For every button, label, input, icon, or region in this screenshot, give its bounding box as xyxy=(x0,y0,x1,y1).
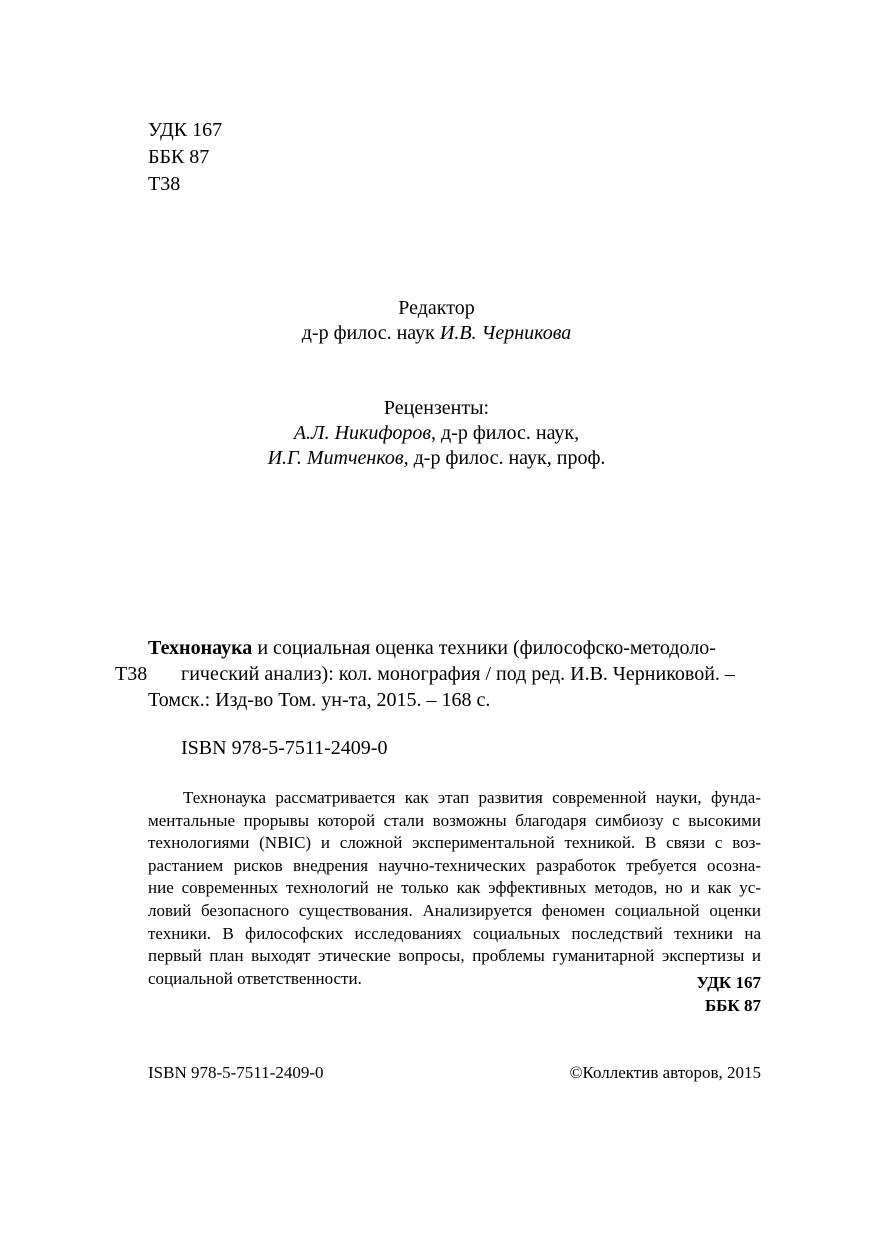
editor-degree: д-р филос. наук xyxy=(301,322,435,344)
abstract-line: ментальные прорывы которой стали возможны благодаря симбиозу с высокими xyxy=(148,810,761,830)
abstract-last-line: социальной ответственности. xyxy=(148,968,362,988)
bib-line-2: гический анализ): кол. монография / под ред. И.В. Черниковой. – xyxy=(181,663,735,685)
footer-isbn: ISBN 978-5-7511-2409-0 xyxy=(148,1063,324,1082)
abstract-line: растанием рисков внедрения научно-технических разработок требуется осозна- xyxy=(148,855,761,875)
reviewer-line xyxy=(0,420,873,446)
bib-author-mark: Т38 xyxy=(115,663,148,685)
copyright: ©Коллектив авторов, 2015 xyxy=(569,1063,761,1082)
reviewers-heading: Рецензенты: xyxy=(383,397,490,419)
abstract-line: технологиями (NBIC) и сложной экспериментальной техникой. В связи с воз- xyxy=(148,833,761,853)
editor-heading: Редактор xyxy=(398,297,475,319)
author-mark: Т38 xyxy=(148,173,181,195)
bib-line-1 xyxy=(148,635,716,661)
reviewer-name: А.Л. Никифоров xyxy=(293,422,432,444)
editor-name: И.В. Черникова xyxy=(439,322,572,344)
abstract-line: ние современных технологий не только как эффективных методов, но и как ус- xyxy=(148,878,761,898)
abstract-line: ловий безопасного существования. Анализируется феномен социальной оценки xyxy=(148,901,761,920)
editor-line xyxy=(0,320,873,346)
bib-title-rest: и социальная оценка техники (философско-методоло- xyxy=(252,637,716,659)
abstract-line: первый план выходят этические вопросы, проблемы гуманитарной экспертизы и xyxy=(148,946,761,966)
book-title: Технонаука xyxy=(148,637,253,659)
abstract-bbk: ББК 87 xyxy=(704,995,761,1015)
abstract-line: техники. В философских исследованиях социальных последствий техники на xyxy=(148,923,761,943)
reviewer-details: д-р филос. наук, проф. xyxy=(408,447,606,469)
abstract-udk: УДК 167 xyxy=(696,973,761,992)
reviewer-line xyxy=(0,445,873,471)
reviewer-details: , д-р филос. наук, xyxy=(431,422,580,444)
bib-line-3: Томск.: Изд-во Том. ун-та, 2015. – 168 с. xyxy=(148,689,491,711)
abstract-line: Технонаука рассматривается как этап развития современной науки, фунда- xyxy=(183,788,761,807)
bbk-code: ББК 87 xyxy=(148,146,210,168)
udk-code: УДК 167 xyxy=(148,119,223,141)
bib-isbn: ISBN 978-5-7511-2409-0 xyxy=(181,737,388,759)
reviewer-name: И.Г. Митченков, xyxy=(267,447,409,469)
